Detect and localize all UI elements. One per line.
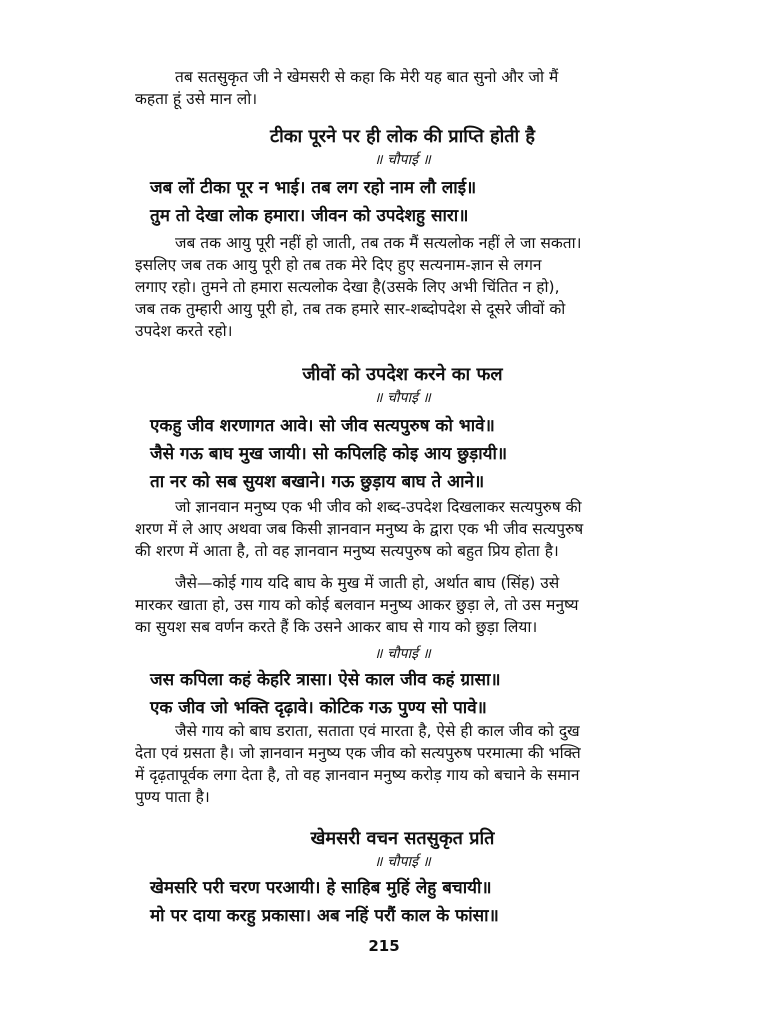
chaupai-label: ॥ चौपाई ॥ [374, 390, 431, 406]
text-line: पुण्य पाता है। [135, 788, 210, 806]
section-heading-updesh: जीवों को उपदेश करने का फल [302, 364, 503, 385]
text-line: जैसे गाय को बाघ डराता, सताता एवं मारता है, ऐसे ही काल जीव को दुख [175, 722, 580, 740]
text-line: मारकर खाता हो, उस गाय को कोई बलवान मनुष्य आकर छुड़ा ले, तो उस मनुष्य [135, 596, 579, 614]
verse-line: खेमसरि परी चरण परआयी। हे साहिब मुहिं लेहु बचायी॥ [150, 878, 492, 898]
section-heading-khemsari: खेमसरी वचन सतसुकृत प्रति [310, 828, 495, 849]
intro-paragraph [135, 66, 670, 110]
text-line: की शरण में आता है, तो वह ज्ञानवान मनुष्य सत्यपुरुष को बहुत प्रिय होता है। [135, 542, 559, 560]
text-line: में दृढ़तापूर्वक लगा देता है, तो वह ज्ञानवान मनुष्य करोड़ गाय को बचाने के समान [135, 766, 580, 784]
text-line: का सुयश सब वर्णन करते हैं कि उसने आकर बाघ से गाय को छुड़ा लिया। [135, 618, 538, 636]
verse-block [150, 874, 685, 930]
verse-block [150, 412, 685, 496]
text-line: जैसे—कोई गाय यदि बाघ के मुख में जाती हो, अर्थात बाघ (सिंह) उसे [175, 574, 560, 592]
chaupai-label: ॥ चौपाई ॥ [374, 152, 431, 168]
verse-line: तुम तो देखा लोक हमारा। जीवन को उपदेशहु सारा॥ [150, 206, 469, 226]
verse-line: जैसे गऊ बाघ मुख जायी। सो कपिलहि कोइ आय छुड़ायी॥ [150, 444, 508, 464]
text-line: इसलिए जब तक आयु पूरी हो तब तक मेरे दिए हुए सत्यनाम-ज्ञान से लगन [135, 256, 542, 274]
verse-line: जस कपिला कहं केहरि त्रासा। ऐसे काल जीव कहं ग्रासा॥ [150, 670, 501, 690]
verse-line: मो पर दाया करहु प्रकासा। अब नहिं परौं काल के फांसा॥ [150, 906, 499, 926]
explanation-paragraph [135, 232, 670, 342]
text-line: जब तक तुम्हारी आयु पूरी हो, तब तक हमारे सार-शब्दोपदेश से दूसरे जीवों को [135, 300, 566, 318]
page-number: 215 [368, 937, 400, 955]
text-line: तब सतसुकृत जी ने खेमसरी से कहा कि मेरी यह बात सुनो और जो मैं [175, 68, 559, 86]
section-heading-tika: टीका पूरने पर ही लोक की प्राप्ति होती है [270, 126, 535, 147]
text-line: जब तक आयु पूरी नहीं हो जाती, तब तक मैं सत्यलोक नहीं ले जा सकता। [175, 234, 582, 252]
verse-line: जब लों टीका पूर न भाई। तब लग रहो नाम लौ लाई॥ [150, 178, 477, 198]
text-line: कहता हूं उसे मान लो। [135, 90, 258, 108]
text-line: देता एवं ग्रसता है। जो ज्ञानवान मनुष्य एक जीव को सत्यपुरुष परमात्मा की भक्ति [135, 744, 581, 762]
chaupai-label: ॥ चौपाई ॥ [374, 646, 431, 662]
verse-line: एकहु जीव शरणागत आवे। सो जीव सत्यपुरुष को भावे॥ [150, 416, 495, 436]
explanation-paragraph [135, 720, 670, 808]
verse-block [150, 666, 685, 722]
text-line: जो ज्ञानवान मनुष्य एक भी जीव को शब्द-उपदेश दिखलाकर सत्यपुरुष की [175, 498, 582, 516]
explanation-paragraph [135, 496, 670, 562]
explanation-paragraph [135, 572, 670, 638]
text-line: उपदेश करते रहो। [135, 322, 233, 340]
verse-line: ता नर को सब सुयश बखाने। गऊ छुड़ाय बाघ ते आने॥ [150, 472, 485, 492]
chaupai-label: ॥ चौपाई ॥ [374, 854, 431, 870]
verse-line: एक जीव जो भक्ति दृढ़ावे। कोटिक गऊ पुण्य सो पावे॥ [150, 698, 487, 718]
text-line: लगाए रहो। तुमने तो हमारा सत्यलोक देखा है(उसके लिए अभी चिंतित न हो), [135, 278, 560, 296]
verse-block [150, 174, 685, 230]
text-line: शरण में ले आए अथवा जब किसी ज्ञानवान मनुष्य के द्वारा एक भी जीव सत्यपुरुष [135, 520, 584, 538]
